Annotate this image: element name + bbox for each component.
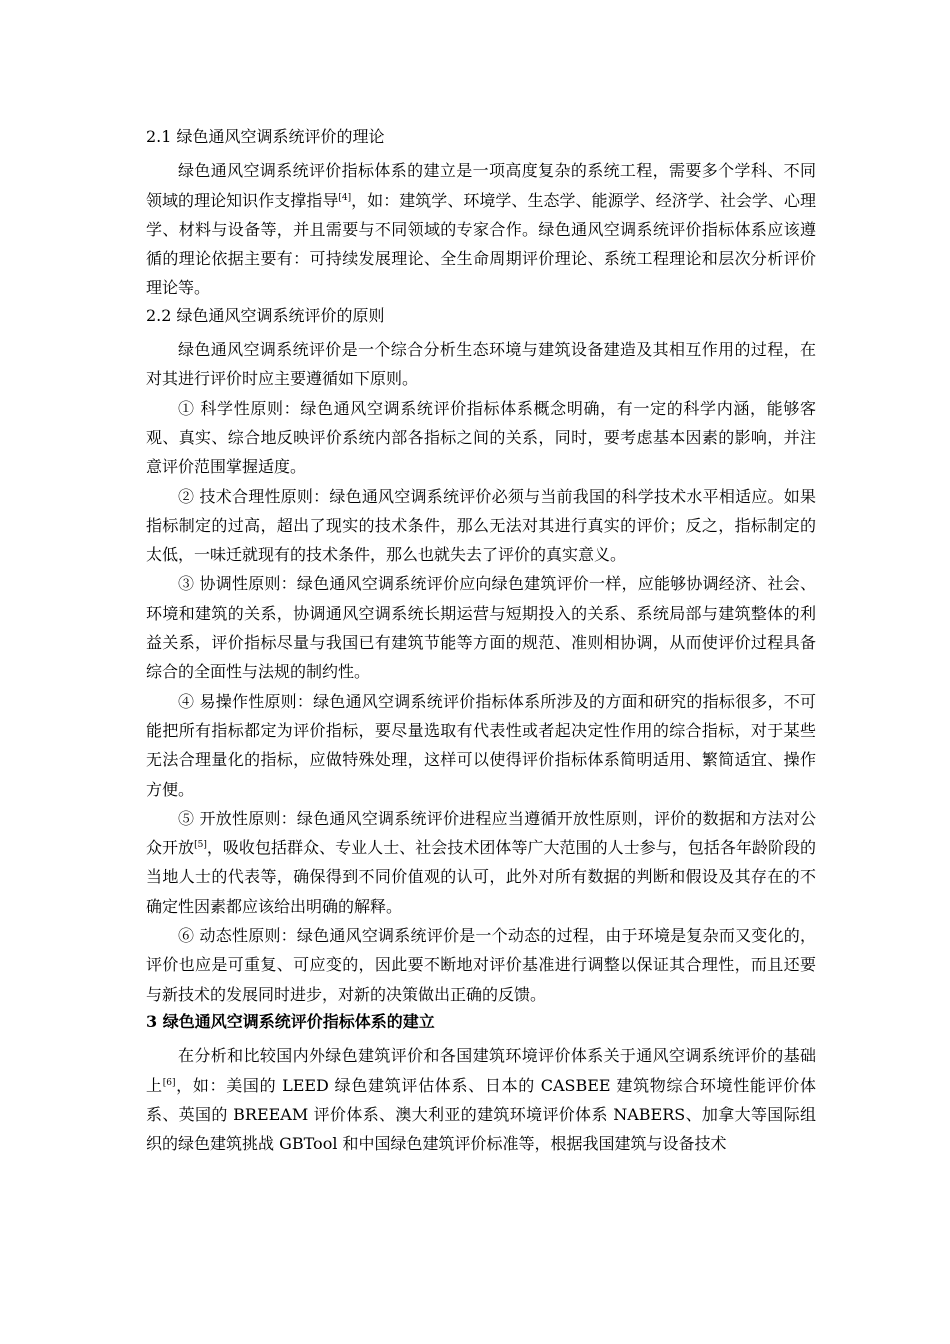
paragraph-text: 绿色通风空调系统评价指标体系的建立是一项高度复杂的系统工程，需要多个学科、不同领域的理论知识作支撑指导: [146, 161, 816, 210]
section-2-2-heading: 2.2 绿色通风空调系统评价的原则: [146, 305, 385, 325]
citation-ref: [5]: [194, 840, 207, 851]
paragraph-text: 在分析和比较国内外绿色建筑评价和各国建筑环境评价体系关于通风空调系统评价的基础上: [146, 1046, 816, 1095]
principle-5: [146, 804, 816, 921]
section-2-1-paragraph: [146, 156, 816, 302]
section-3-paragraph: [146, 1041, 816, 1158]
principle-6: ⑥ 动态性原则：绿色通风空调系统评价是一个动态的过程，由于环境是复杂而又变化的，评价也应是可重复、可应变的，因此要不断地对评价基准进行调整以保证其合理性，而且还要与新技术的发展同时进步，对新的决策做出正确的反馈。: [146, 926, 816, 1004]
citation-ref: [6]: [162, 1077, 176, 1088]
paragraph-text: ，如：建筑学、环境学、生态学、能源学、经济学、社会学、心理学、材料与设备等，并且需要与不同领域的专家合作。绿色通风空调系统评价指标体系应该遵循的理论依据主要有：可持续发展理论、全生命周期评价理论、系统工程理论和层次分析评价理论等。: [146, 190, 816, 298]
principle-3: ③ 协调性原则：绿色通风空调系统评价应向绿色建筑评价一样，应能够协调经济、社会、环境和建筑的关系，协调通风空调系统长期运营与短期投入的关系、系统局部与建筑整体的利益关系，评价指标尽量与我国已有建筑节能等方面的规范、准则相协调，从而使评价过程具备综合的全面性与法规的制约性。: [146, 574, 816, 682]
citation-ref: [4]: [338, 192, 352, 203]
paragraph-text: ，如：美国的 LEED 绿色建筑评估体系、日本的 CASBEE 建筑物综合环境性能评价体系、英国的 BREEAM 评价体系、澳大利亚的建筑环境评价体系 NABERS、加拿大等国际组织的绿色建筑挑战 GBTool 和中国绿色建筑评价标准等，根据我国建筑与设备技术: [146, 1075, 816, 1154]
paragraph-text: ⑤ 开放性原则：绿色通风空调系统评价进程应当遵循开放性原则，评价的数据和方法对公众开放: [146, 808, 816, 858]
paragraph-text: ，吸收包括群众、专业人士、社会技术团体等广大范围的人士参与，包括各年龄阶段的当地人士的代表等，确保得到不同价值观的认可，此外对所有数据的判断和假设及其存在的不确定性因素都应该给出明确的解释。: [146, 838, 816, 916]
principle-4: ④ 易操作性原则：绿色通风空调系统评价指标体系所涉及的方面和研究的指标很多，不可能把所有指标都定为评价指标，要尽量选取有代表性或者起决定性作用的综合指标，对于某些无法合理量化的指标，应做特殊处理，这样可以使得评价指标体系简明适用、繁简适宜、操作方便。: [146, 691, 816, 799]
principle-1: ① 科学性原则：绿色通风空调系统评价指标体系概念明确，有一定的科学内涵，能够客观、真实、综合地反映评价系统内部各指标之间的关系，同时，要考虑基本因素的影响，并注意评价范围掌握适度。: [146, 398, 816, 477]
section-2-1-heading: 2.1 绿色通风空调系统评价的理论: [146, 127, 385, 146]
principle-2: ② 技术合理性原则：绿色通风空调系统评价必须与当前我国的科学技术水平相适应。如果指标制定的过高，超出了现实的技术条件，那么无法对其进行真实的评价；反之，指标制定的太低，一味迁就现有的技术条件，那么也就失去了评价的真实意义。: [146, 486, 816, 565]
section-3-heading: 3 绿色通风空调系统评价指标体系的建立: [146, 1011, 435, 1031]
section-2-2-intro: 绿色通风空调系统评价是一个综合分析生态环境与建筑设备建造及其相互作用的过程，在对其进行评价时应主要遵循如下原则。: [146, 340, 816, 389]
page-content: [146, 122, 816, 1158]
